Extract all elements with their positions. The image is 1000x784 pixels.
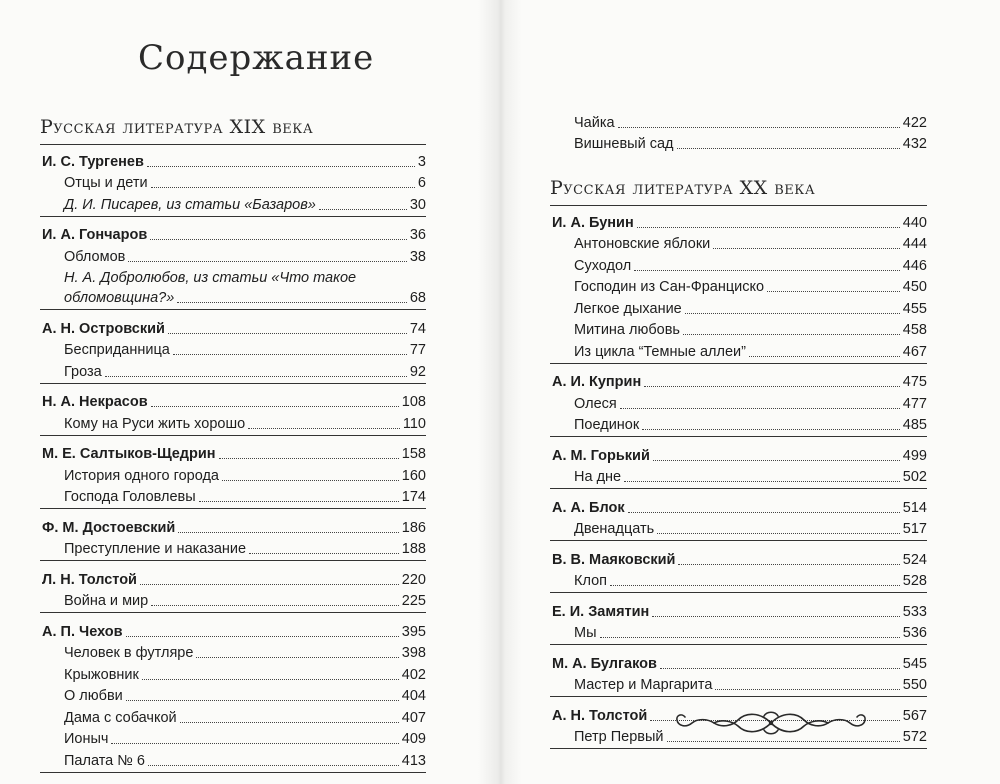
toc-entry-author[interactable] <box>40 619 426 641</box>
toc-entry-title: М. А. Булгаков <box>552 655 657 672</box>
toc-entry-title: Обломов <box>64 248 126 265</box>
toc-entry-page-number: 6 <box>417 175 426 191</box>
toc-entry-page-number: 502 <box>902 469 927 485</box>
dot-leader <box>600 636 900 638</box>
author-group <box>40 390 426 436</box>
dot-leader <box>219 457 399 459</box>
dot-leader <box>628 511 900 513</box>
toc-entry-title: А. М. Горький <box>552 447 650 464</box>
toc-entry-title: обломовщина?» <box>64 290 175 306</box>
toc-entry-work[interactable] <box>550 673 927 695</box>
dot-leader <box>126 699 399 701</box>
toc-entry-work[interactable] <box>550 339 927 361</box>
dot-leader <box>713 247 900 249</box>
toc-entry-page-number: 567 <box>902 707 927 724</box>
toc-entry-title: Поединок <box>574 417 640 433</box>
toc-entry-title: Ионыч <box>64 731 109 747</box>
author-group <box>40 149 426 217</box>
toc-entry-title: Двенадцать <box>574 521 655 537</box>
author-group <box>550 599 927 645</box>
dot-leader <box>180 721 399 723</box>
toc-entry-author[interactable] <box>40 316 426 338</box>
toc-entry-page-number: 528 <box>902 573 927 589</box>
toc-entry-title: В. В. Маяковский <box>552 551 676 568</box>
toc-entry-work[interactable] <box>550 621 927 643</box>
toc-entry-author[interactable] <box>550 495 927 517</box>
dot-leader <box>128 260 407 262</box>
dot-leader <box>652 615 899 617</box>
dot-leader <box>319 208 407 210</box>
toc-entry-work[interactable] <box>550 517 927 539</box>
page-title: Содержание <box>138 38 375 78</box>
toc-entry-work[interactable] <box>550 296 927 318</box>
dot-leader <box>660 667 900 669</box>
dot-leader <box>111 742 398 744</box>
toc-entry-page-number: 108 <box>401 394 426 410</box>
dot-leader <box>683 333 900 335</box>
toc-entry-page-number: 499 <box>902 447 927 464</box>
dot-leader <box>178 531 398 533</box>
toc-entry-page-number: 77 <box>409 342 426 358</box>
toc-entry-page-number: 475 <box>902 374 927 390</box>
toc-entry-title: Мы <box>574 625 597 641</box>
dot-leader <box>634 269 900 271</box>
toc-entry-work[interactable] <box>550 110 927 132</box>
toc-entry-page-number: 3 <box>417 153 426 170</box>
toc-entry-work[interactable] <box>550 413 927 435</box>
toc-entry-title: Н. А. Добролюбов, из статьи «Что такое <box>64 270 357 286</box>
toc-entry-page-number: 458 <box>902 322 927 338</box>
toc-entry-page-number: 444 <box>902 236 927 252</box>
dot-leader <box>715 688 899 690</box>
toc-entry-work[interactable] <box>40 537 426 559</box>
toc-entry-author[interactable] <box>550 370 927 392</box>
toc-entry-title: Война и мир <box>64 593 149 609</box>
toc-entry-page-number: 533 <box>902 603 927 620</box>
toc-entry-work[interactable] <box>40 192 426 214</box>
toc-entry-page-number: 550 <box>902 677 927 693</box>
toc-entry-page-number: 467 <box>902 343 927 360</box>
toc-entry-title: Митина любовь <box>574 322 680 338</box>
toc-entry-page-number: 446 <box>902 257 927 274</box>
toc-entry-page-number: 514 <box>902 499 927 516</box>
toc-entry-page-number: 68 <box>409 290 426 306</box>
dot-leader <box>147 165 415 167</box>
dot-leader <box>249 552 399 554</box>
toc-entry-page-number: 485 <box>902 417 927 433</box>
toc-entry-title: Гроза <box>64 363 102 380</box>
toc-entry-work[interactable] <box>550 391 927 413</box>
toc-entry-work[interactable] <box>40 171 426 193</box>
toc-entry-work[interactable] <box>550 465 927 487</box>
author-group <box>550 443 927 489</box>
toc-entry-title: Д. И. Писарев, из статьи «Базаров» <box>64 196 316 213</box>
toc-entry-work[interactable] <box>40 485 426 507</box>
toc-entry-page-number: 402 <box>401 666 426 683</box>
toc-entry-page-number: 413 <box>401 752 426 769</box>
toc-entry-page-number: 440 <box>902 214 927 231</box>
toc-entry-page-number: 477 <box>902 395 927 412</box>
toc-entry-work[interactable] <box>550 275 927 297</box>
dot-leader <box>637 226 900 228</box>
dot-leader <box>248 427 400 429</box>
author-group <box>550 210 927 364</box>
dot-leader <box>222 479 399 481</box>
dot-leader <box>657 532 900 534</box>
toc-entry-title: Олеся <box>574 395 617 412</box>
toc-entry-work-continued[interactable] <box>40 287 426 307</box>
toc-entry-work[interactable] <box>40 411 426 433</box>
dot-leader <box>199 500 399 502</box>
toc-entry-title: Преступление и наказание <box>64 541 247 557</box>
toc-entry-title: М. Е. Салтыков-Щедрин <box>42 446 216 462</box>
dot-leader <box>653 459 900 461</box>
toc-entry-title: Мастер и Маргарита <box>574 677 713 693</box>
toc-entry-title: Л. Н. Толстой <box>42 571 137 588</box>
toc-entry-work[interactable] <box>40 662 426 684</box>
author-group <box>40 567 426 613</box>
toc-entry-title: Чайка <box>574 114 615 131</box>
toc-entry-title: Господин из Сан-Франциско <box>574 279 765 295</box>
author-group <box>40 515 426 561</box>
toc-entry-page-number: 220 <box>401 571 426 588</box>
toc-entry-work[interactable] <box>40 684 426 706</box>
toc-entry-title: Легкое дыхание <box>574 300 682 317</box>
toc-entry-work[interactable] <box>550 569 927 591</box>
toc-entry-page-number: 398 <box>401 645 426 661</box>
toc-entry-author[interactable] <box>550 547 927 569</box>
toc-entry-title: Кому на Руси жить хорошо <box>64 415 246 432</box>
toc-entry-title: Крыжовник <box>64 666 139 683</box>
toc-entry-work[interactable] <box>550 132 927 154</box>
toc-entry-page-number: 174 <box>401 489 426 505</box>
dot-leader <box>644 385 900 387</box>
dot-leader <box>151 186 415 188</box>
section-heading: Русская литература XX века <box>550 177 816 199</box>
toc-entry-page-number: 74 <box>409 320 426 337</box>
toc-entry-page-number: 572 <box>902 729 927 745</box>
toc-entry-author[interactable] <box>40 149 426 171</box>
toc-entry-title: Вишневый сад <box>574 136 674 152</box>
dot-leader <box>618 126 900 128</box>
toc-entry-work[interactable] <box>40 705 426 727</box>
toc-entry-work[interactable] <box>550 253 927 275</box>
dot-leader <box>767 290 900 292</box>
toc-entry-page-number: 160 <box>401 467 426 484</box>
toc-entry-page-number: 517 <box>902 521 927 537</box>
toc-entry-page-number: 395 <box>401 623 426 640</box>
toc-column-left <box>40 116 426 779</box>
toc-entry-work[interactable] <box>550 232 927 254</box>
toc-column-right <box>550 110 927 755</box>
toc-entry-author[interactable] <box>550 599 927 621</box>
dot-leader <box>677 147 900 149</box>
toc-entry-title: Ф. М. Достоевский <box>42 519 176 536</box>
dot-leader <box>142 678 399 680</box>
toc-entry-title: Человек в футляре <box>64 645 194 661</box>
toc-entry-author[interactable] <box>550 651 927 673</box>
toc-entry-author[interactable] <box>40 223 426 245</box>
toc-entry-author[interactable] <box>40 442 426 464</box>
author-group <box>550 547 927 593</box>
dot-leader <box>642 428 900 430</box>
dot-leader <box>126 635 399 637</box>
dot-leader <box>151 604 399 606</box>
section-heading: Русская литература XIX века <box>40 116 314 138</box>
dot-leader <box>140 583 399 585</box>
dot-leader <box>678 563 899 565</box>
toc-entry-author[interactable] <box>40 567 426 589</box>
toc-entry-title: А. Н. Толстой <box>552 707 648 724</box>
book-gutter <box>478 0 522 784</box>
toc-entry-work[interactable] <box>40 748 426 770</box>
toc-entry-title: На дне <box>574 469 622 485</box>
toc-entry-work[interactable] <box>40 338 426 360</box>
toc-entry-page-number: 455 <box>902 300 927 317</box>
toc-entry-page-number: 225 <box>401 593 426 609</box>
toc-entry-title: Клоп <box>574 573 607 589</box>
toc-entry-work[interactable] <box>40 589 426 611</box>
toc-entry-author[interactable] <box>550 210 927 232</box>
toc-entry-title: Суходол <box>574 257 632 274</box>
dot-leader <box>150 238 407 240</box>
toc-entry-work[interactable] <box>40 727 426 749</box>
dot-leader <box>151 405 399 407</box>
toc-entry-title: И. С. Тургенев <box>42 153 144 170</box>
author-group <box>40 619 426 773</box>
toc-entry-page-number: 186 <box>401 519 426 536</box>
flourish-ornament-icon <box>664 704 878 742</box>
toc-entry-page-number: 38 <box>409 248 426 265</box>
toc-entry-title: А. П. Чехов <box>42 623 123 640</box>
toc-entry-work[interactable] <box>40 463 426 485</box>
toc-entry-title: А. Н. Островский <box>42 320 165 337</box>
toc-entry-page-number: 409 <box>401 731 426 747</box>
toc-entry-page-number: 545 <box>902 655 927 672</box>
author-group <box>550 651 927 697</box>
toc-entry-page-number: 450 <box>902 279 927 295</box>
toc-entry-title: Палата № 6 <box>64 752 145 769</box>
dot-leader <box>196 656 398 658</box>
toc-entry-page-number: 158 <box>401 446 426 462</box>
toc-entry-author[interactable] <box>40 515 426 537</box>
toc-entry-title: Бесприданница <box>64 342 170 358</box>
toc-entry-work[interactable] <box>40 641 426 663</box>
dot-leader <box>148 764 399 766</box>
dot-leader <box>620 407 900 409</box>
dot-leader <box>177 301 407 303</box>
toc-entry-title: И. А. Гончаров <box>42 227 148 243</box>
toc-entry-work[interactable] <box>40 244 426 266</box>
toc-entry-title: Из цикла “Темные аллеи” <box>574 343 746 360</box>
author-group <box>40 442 426 510</box>
toc-entry-work[interactable] <box>40 266 426 288</box>
toc-entry-title: Е. И. Замятин <box>552 603 650 620</box>
section-divider <box>40 144 426 145</box>
toc-entry-work[interactable] <box>40 359 426 381</box>
toc-entry-author[interactable] <box>550 443 927 465</box>
author-group <box>40 316 426 384</box>
toc-entry-page-number: 188 <box>401 541 426 557</box>
toc-entry-title: А. И. Куприн <box>552 374 642 390</box>
dot-leader <box>173 353 407 355</box>
toc-entry-title: О любви <box>64 688 123 704</box>
toc-entry-title: Н. А. Некрасов <box>42 394 148 410</box>
dot-leader <box>624 480 900 482</box>
toc-entry-title: Отцы и дети <box>64 175 148 191</box>
toc-entry-page-number: 536 <box>902 625 927 641</box>
toc-entry-title: А. А. Блок <box>552 499 625 516</box>
toc-entry-page-number: 432 <box>902 136 927 152</box>
dot-leader <box>105 375 407 377</box>
toc-entry-page-number: 407 <box>401 709 426 726</box>
dot-leader <box>610 584 900 586</box>
toc-entry-page-number: 36 <box>409 227 426 243</box>
author-group <box>550 495 927 541</box>
toc-entry-title: Петр Первый <box>574 729 664 745</box>
dot-leader <box>168 332 407 334</box>
toc-entry-page-number: 110 <box>402 415 426 432</box>
toc-entry-title: Господа Головлевы <box>64 489 196 505</box>
toc-entry-page-number: 92 <box>409 363 426 380</box>
toc-entry-title: Антоновские яблоки <box>574 236 711 252</box>
toc-entry-title: И. А. Бунин <box>552 214 634 231</box>
toc-entry-page-number: 524 <box>902 551 927 568</box>
toc-entry-author[interactable] <box>40 390 426 412</box>
author-group <box>550 370 927 438</box>
toc-entry-page-number: 30 <box>409 196 426 213</box>
toc-entry-work[interactable] <box>550 318 927 340</box>
toc-entry-page-number: 422 <box>902 114 927 131</box>
toc-entry-page-number: 404 <box>401 688 426 704</box>
section-divider <box>550 205 927 206</box>
dot-leader <box>749 355 900 357</box>
author-group <box>40 223 426 311</box>
dot-leader <box>685 312 900 314</box>
toc-entry-title: Дама с собачкой <box>64 709 177 726</box>
toc-entry-title: История одного города <box>64 467 219 484</box>
